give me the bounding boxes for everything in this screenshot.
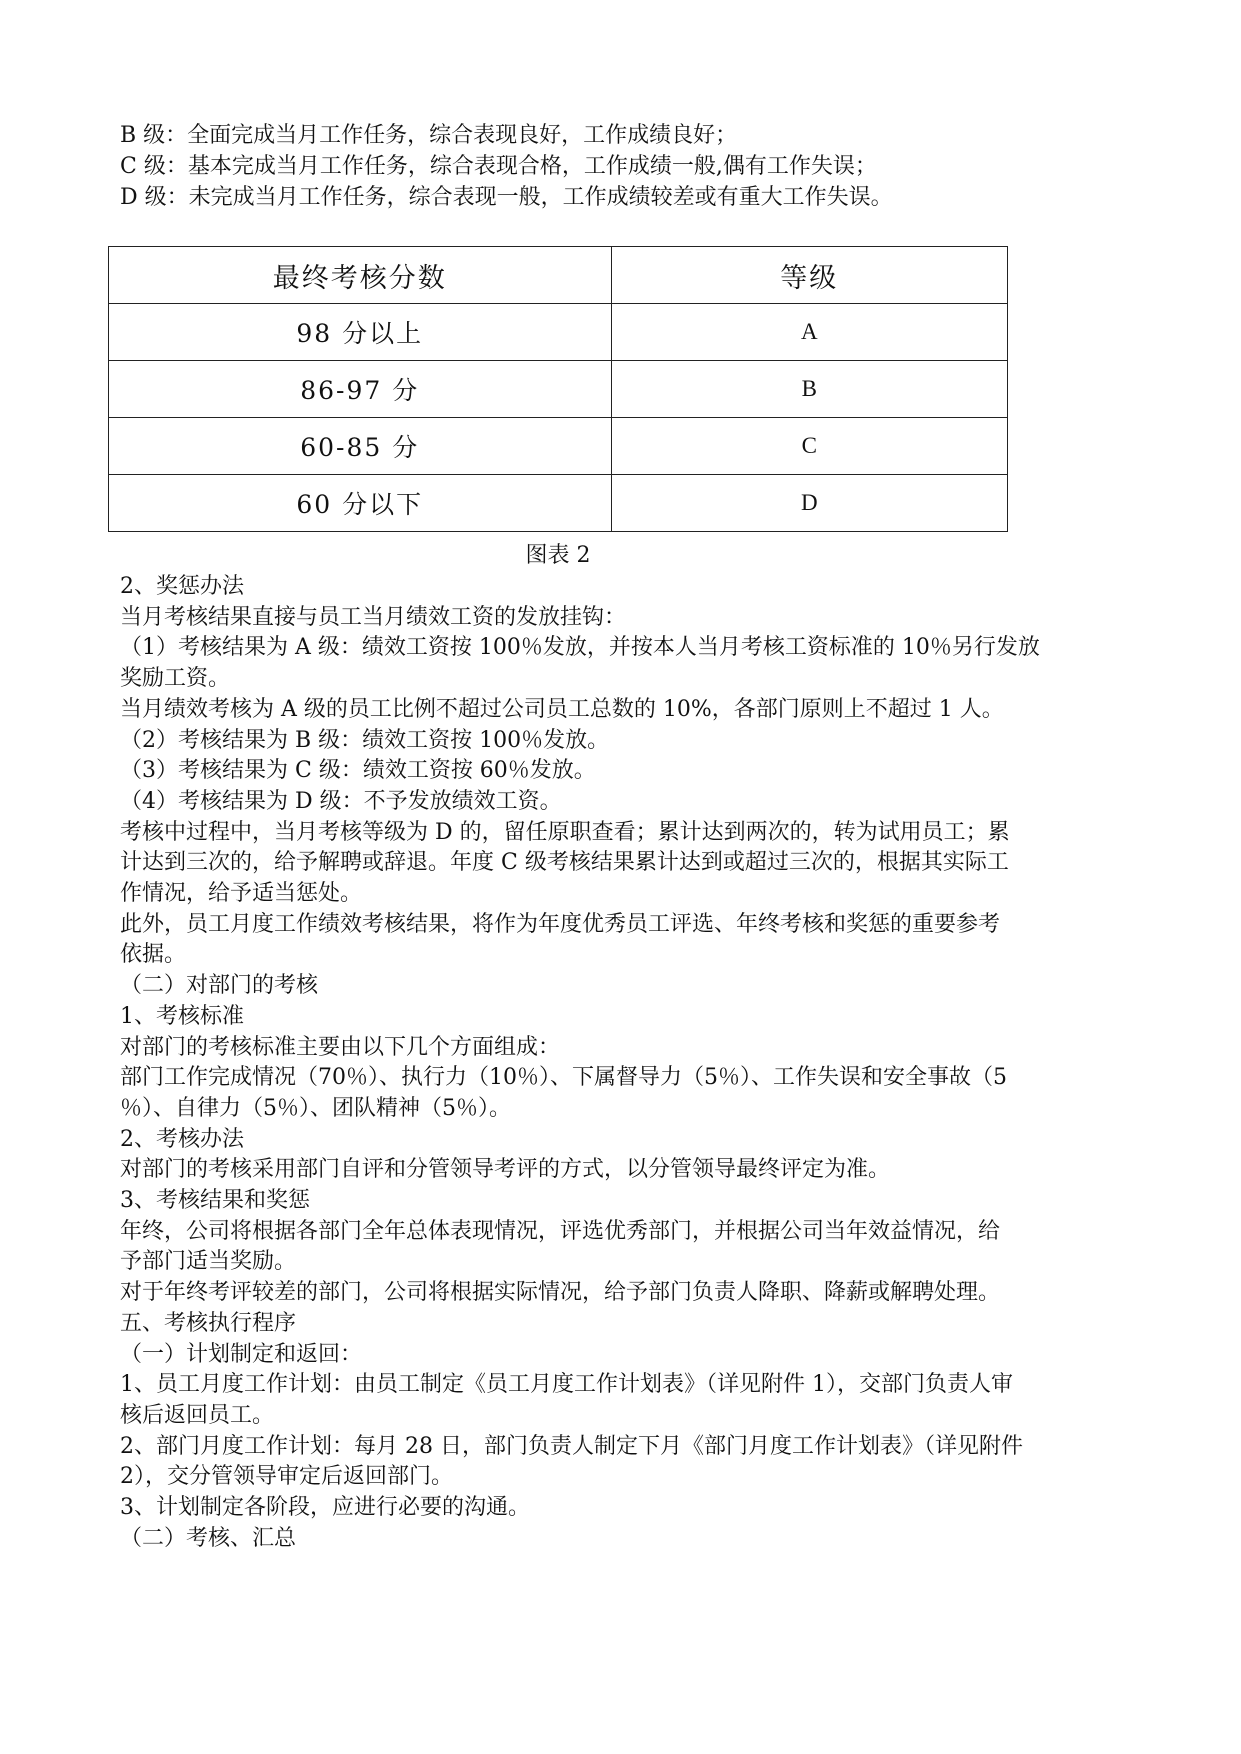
section-heading: （二）考核、汇总: [120, 1525, 297, 1551]
paragraph-line: （4）考核结果为 D 级：不予发放绩效工资。: [120, 788, 562, 814]
section-heading: 2、考核办法: [120, 1126, 244, 1152]
paragraph-line: 作情况，给予适当惩处。: [120, 881, 363, 907]
section-heading: 1、考核标准: [120, 1003, 244, 1029]
score-cell: 86-97 分: [109, 361, 612, 418]
score-cell: 60-85 分: [109, 418, 612, 475]
section-heading: 2、奖惩办法: [120, 574, 244, 599]
paragraph-line: 对部门的考核标准主要由以下几个方面组成：: [120, 1034, 561, 1060]
table-header-row: [109, 247, 1008, 304]
header-grade: 等级: [611, 247, 1007, 304]
paragraph-line: 2、部门月度工作计划：每月 28 日，部门负责人制定下月《部门月度工作计划表》（详见附件: [120, 1433, 1023, 1459]
grade-table: [108, 246, 1008, 532]
paragraph-line: 此外，员工月度工作绩效考核结果，将作为年度优秀员工评选、年终考核和奖惩的重要参考: [120, 911, 1001, 937]
grade-cell: C: [611, 418, 1007, 475]
paragraph-line: （1）考核结果为 A 级：绩效工资按 100％发放，并按本人当月考核工资标准的 10％另行发放: [120, 635, 1040, 661]
table-row: [109, 361, 1008, 418]
grade-c-definition: C 级：基本完成当月工作任务，综合表现合格，工作成绩一般,偶有工作失误；: [120, 154, 877, 179]
grade-cell: B: [611, 361, 1007, 418]
document-body: [120, 572, 1130, 1555]
table-row: [109, 304, 1008, 361]
paragraph-line: 1、员工月度工作计划：由员工制定《员工月度工作计划表》（详见附件 1），交部门负责人审: [120, 1372, 1013, 1398]
paragraph-line: 对部门的考核采用部门自评和分管领导考评的方式，以分管领导最终评定为准。: [120, 1157, 891, 1183]
paragraph-line: 部门工作完成情况（70％）、执行力（10％）、下属督导力（5％）、工作失误和安全事故（5: [120, 1065, 1007, 1091]
paragraph-line: 对于年终考评较差的部门，公司将根据实际情况，给予部门负责人降职、降薪或解聘处理。: [120, 1280, 1001, 1306]
paragraph-line: 当月绩效考核为 A 级的员工比例不超过公司员工总数的 10%，各部门原则上不超过 1 人。: [120, 696, 1004, 722]
paragraph-line: 考核中过程中，当月考核等级为 D 的，留任原职查看；累计达到两次的，转为试用员工；累: [120, 819, 1010, 845]
score-cell: 98 分以上: [109, 304, 612, 361]
paragraph-line: 当月考核结果直接与员工当月绩效工资的发放挂钩：: [120, 604, 627, 630]
paragraph-line: 计达到三次的，给予解聘或辞退。年度 C 级考核结果累计达到或超过三次的，根据其实际工: [120, 850, 1009, 876]
table-row: [109, 475, 1008, 532]
paragraph-line: （2）考核结果为 B 级：绩效工资按 100％发放。: [120, 727, 610, 753]
grade-cell: A: [611, 304, 1007, 361]
grade-cell: D: [611, 475, 1007, 532]
paragraph-line: 核后返回员工。: [120, 1402, 275, 1428]
paragraph-line: 予部门适当奖励。: [120, 1249, 297, 1275]
grade-d-definition: D 级：未完成当月工作任务，综合表现一般，工作成绩较差或有重大工作失误。: [120, 185, 893, 210]
grade-b-definition: B 级：全面完成当月工作任务，综合表现良好，工作成绩良好；: [120, 123, 738, 148]
section-heading: 3、考核结果和奖惩: [120, 1188, 310, 1214]
header-score: 最终考核分数: [109, 247, 612, 304]
paragraph-line: 2），交分管领导审定后返回部门。: [120, 1464, 453, 1490]
section-heading: （一）计划制定和返回：: [120, 1341, 363, 1367]
paragraph-line: 奖励工资。: [120, 666, 231, 692]
paragraph-line: 年终，公司将根据各部门全年总体表现情况，评选优秀部门，并根据公司当年效益情况，给: [120, 1218, 1001, 1244]
paragraph-line: 依据。: [120, 942, 187, 968]
table-row: [109, 418, 1008, 475]
paragraph-line: ％）、自律力（5％）、团队精神（5％）。: [120, 1095, 511, 1121]
section-heading: 五、考核执行程序: [120, 1310, 297, 1336]
score-cell: 60 分以下: [109, 475, 612, 532]
grade-definitions: [120, 120, 1130, 213]
paragraph-line: （3）考核结果为 C 级：绩效工资按 60％发放。: [120, 758, 596, 784]
section-heading: （二）对部门的考核: [120, 973, 319, 999]
paragraph-line: 3、计划制定各阶段，应进行必要的沟通。: [120, 1495, 530, 1521]
table-caption: 图表 2: [525, 543, 591, 568]
